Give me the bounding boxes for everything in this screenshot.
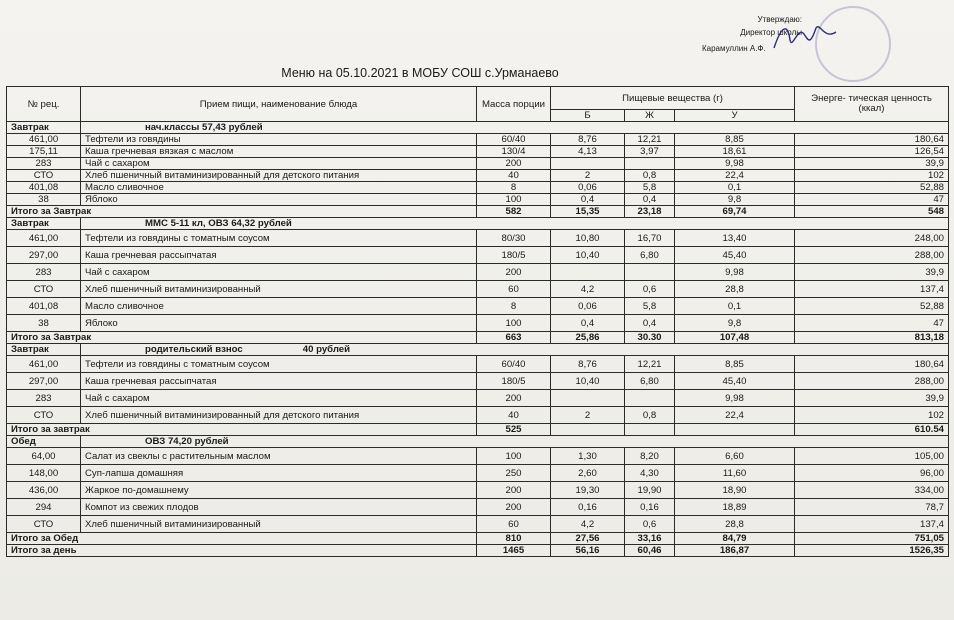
total-label: Итого за Завтрак <box>7 206 477 218</box>
approval-line-1: Утверждаю: <box>757 15 802 24</box>
fat: 12,21 <box>625 134 675 146</box>
protein: 2,60 <box>551 465 625 482</box>
energy: 96,00 <box>795 465 949 482</box>
signature <box>770 20 840 54</box>
header-b: Б <box>551 110 625 122</box>
header-zh: Ж <box>625 110 675 122</box>
fat: 0,6 <box>625 281 675 298</box>
protein: 4,2 <box>551 281 625 298</box>
total-fat: 23,18 <box>625 206 675 218</box>
rec-no: 283 <box>7 390 81 407</box>
rec-no: 461,00 <box>7 356 81 373</box>
protein <box>551 158 625 170</box>
menu-item-row <box>7 134 949 146</box>
portion-mass: 180/5 <box>477 373 551 390</box>
portion-mass: 8 <box>477 182 551 194</box>
portion-mass: 180/5 <box>477 247 551 264</box>
carbs: 0,1 <box>675 298 795 315</box>
menu-table <box>6 86 949 557</box>
protein: 4,2 <box>551 516 625 533</box>
protein: 0,16 <box>551 499 625 516</box>
dish-name: Салат из свеклы с растительным маслом <box>81 448 477 465</box>
energy: 52,88 <box>795 298 949 315</box>
day-total-protein: 56,16 <box>551 545 625 557</box>
rec-no: 148,00 <box>7 465 81 482</box>
rec-no: 175,11 <box>7 146 81 158</box>
total-carbs: 84,79 <box>675 533 795 545</box>
dish-name: Каша гречневая вязкая с маслом <box>81 146 477 158</box>
menu-item-row <box>7 170 949 182</box>
day-total-carbs: 186,87 <box>675 545 795 557</box>
day-total-energy: 1526,35 <box>795 545 949 557</box>
protein: 10,80 <box>551 230 625 247</box>
energy: 334,00 <box>795 482 949 499</box>
page-title: Меню на 05.10.2021 в МОБУ СОШ с.Урманаево <box>281 66 559 80</box>
fat <box>625 264 675 281</box>
rec-no: 401,08 <box>7 298 81 315</box>
carbs: 18,61 <box>675 146 795 158</box>
menu-item-row <box>7 373 949 390</box>
portion-mass: 60/40 <box>477 134 551 146</box>
carbs: 28,8 <box>675 281 795 298</box>
day-total-fat: 60,46 <box>625 545 675 557</box>
rec-no: 297,00 <box>7 247 81 264</box>
total-energy: 751,05 <box>795 533 949 545</box>
portion-mass: 100 <box>477 448 551 465</box>
header-nutrients: Пищевые вещества (г) <box>551 87 795 110</box>
carbs: 13,40 <box>675 230 795 247</box>
rec-no: 64,00 <box>7 448 81 465</box>
section-subtitle <box>81 344 949 356</box>
menu-item-row <box>7 516 949 533</box>
fat: 4,30 <box>625 465 675 482</box>
fat: 12,21 <box>625 356 675 373</box>
menu-item-row <box>7 390 949 407</box>
total-fat: 33,16 <box>625 533 675 545</box>
fat: 0,4 <box>625 194 675 206</box>
fat: 0,8 <box>625 407 675 424</box>
total-mass: 582 <box>477 206 551 218</box>
total-mass: 663 <box>477 332 551 344</box>
total-fat <box>625 424 675 436</box>
dish-name: Жаркое по-домашнему <box>81 482 477 499</box>
total-protein <box>551 424 625 436</box>
menu-item-row <box>7 247 949 264</box>
energy: 47 <box>795 315 949 332</box>
fat: 0,16 <box>625 499 675 516</box>
energy: 248,00 <box>795 230 949 247</box>
protein: 8,76 <box>551 134 625 146</box>
protein: 2 <box>551 170 625 182</box>
carbs: 8,85 <box>675 134 795 146</box>
carbs: 9,98 <box>675 264 795 281</box>
rec-no: СТО <box>7 170 81 182</box>
carbs: 9,8 <box>675 194 795 206</box>
total-label: Итого за завтрак <box>7 424 477 436</box>
dish-name: Чай с сахаром <box>81 158 477 170</box>
fat: 0,4 <box>625 315 675 332</box>
portion-mass: 200 <box>477 499 551 516</box>
rec-no: СТО <box>7 516 81 533</box>
energy: 102 <box>795 407 949 424</box>
fat <box>625 158 675 170</box>
header-u: У <box>675 110 795 122</box>
total-mass: 810 <box>477 533 551 545</box>
protein: 0,06 <box>551 298 625 315</box>
section-subtitle <box>81 436 949 448</box>
approval-line-2: Директор школы <box>740 28 802 37</box>
portion-mass: 100 <box>477 194 551 206</box>
total-row <box>7 206 949 218</box>
dish-name: Яблоко <box>81 194 477 206</box>
dish-name: Каша гречневая рассыпчатая <box>81 247 477 264</box>
fat: 0,6 <box>625 516 675 533</box>
total-carbs: 69,74 <box>675 206 795 218</box>
rec-no: 436,00 <box>7 482 81 499</box>
total-fat: 30.30 <box>625 332 675 344</box>
menu-item-row <box>7 146 949 158</box>
total-row <box>7 533 949 545</box>
fat: 8,20 <box>625 448 675 465</box>
protein <box>551 390 625 407</box>
portion-mass: 60 <box>477 516 551 533</box>
portion-mass: 40 <box>477 170 551 182</box>
rec-no: 283 <box>7 264 81 281</box>
section-subtitle <box>81 122 949 134</box>
protein: 0,4 <box>551 194 625 206</box>
energy: 39,9 <box>795 264 949 281</box>
rec-no: 461,00 <box>7 230 81 247</box>
section-meal: Завтрак <box>7 218 81 230</box>
dish-name: Чай с сахаром <box>81 390 477 407</box>
dish-name: Хлеб пшеничный витаминизированный <box>81 516 477 533</box>
dish-name: Тефтели из говядины с томатным соусом <box>81 230 477 247</box>
energy: 137,4 <box>795 281 949 298</box>
carbs: 9,98 <box>675 158 795 170</box>
menu-item-row <box>7 158 949 170</box>
carbs: 0,1 <box>675 182 795 194</box>
fat <box>625 390 675 407</box>
protein: 19,30 <box>551 482 625 499</box>
menu-item-row <box>7 407 949 424</box>
portion-mass: 80/30 <box>477 230 551 247</box>
menu-item-row <box>7 356 949 373</box>
portion-mass: 100 <box>477 315 551 332</box>
rec-no: СТО <box>7 407 81 424</box>
total-carbs <box>675 424 795 436</box>
header-rec-no: № рец. <box>7 87 81 122</box>
approval-line-3: Карамуллин А.Ф. <box>702 44 766 53</box>
fat: 16,70 <box>625 230 675 247</box>
menu-item-row <box>7 182 949 194</box>
portion-mass: 60/40 <box>477 356 551 373</box>
carbs: 8,85 <box>675 356 795 373</box>
total-label: Итого за Завтрак <box>7 332 477 344</box>
dish-name: Хлеб пшеничный витаминизированный для детского питания <box>81 170 477 182</box>
section-row <box>7 436 949 448</box>
total-protein: 15,35 <box>551 206 625 218</box>
portion-mass: 130/4 <box>477 146 551 158</box>
energy: 180,64 <box>795 134 949 146</box>
total-label: Итого за Обед <box>7 533 477 545</box>
section-price: 40 рублей <box>302 344 351 355</box>
protein: 0,06 <box>551 182 625 194</box>
dish-name: Суп-лапша домашняя <box>81 465 477 482</box>
rec-no: 283 <box>7 158 81 170</box>
total-row <box>7 424 949 436</box>
energy: 102 <box>795 170 949 182</box>
fat: 6,80 <box>625 247 675 264</box>
carbs: 6,60 <box>675 448 795 465</box>
menu-item-row <box>7 315 949 332</box>
protein: 10,40 <box>551 247 625 264</box>
portion-mass: 250 <box>477 465 551 482</box>
protein: 10,40 <box>551 373 625 390</box>
dish-name: Тефтели из говядины <box>81 134 477 146</box>
section-row <box>7 344 949 356</box>
menu-item-row <box>7 264 949 281</box>
fat: 5,8 <box>625 182 675 194</box>
rec-no: 294 <box>7 499 81 516</box>
energy: 288,00 <box>795 247 949 264</box>
dish-name: Тефтели из говядины с томатным соусом <box>81 356 477 373</box>
energy: 52,88 <box>795 182 949 194</box>
rec-no: 38 <box>7 194 81 206</box>
dish-name: Каша гречневая рассыпчатая <box>81 373 477 390</box>
total-protein: 27,56 <box>551 533 625 545</box>
carbs: 28,8 <box>675 516 795 533</box>
dish-name: Масло сливочное <box>81 182 477 194</box>
carbs: 9,8 <box>675 315 795 332</box>
portion-mass: 200 <box>477 158 551 170</box>
total-row <box>7 332 949 344</box>
energy: 137,4 <box>795 516 949 533</box>
energy: 126,54 <box>795 146 949 158</box>
protein: 2 <box>551 407 625 424</box>
protein: 0,4 <box>551 315 625 332</box>
protein: 1,30 <box>551 448 625 465</box>
portion-mass: 200 <box>477 390 551 407</box>
dish-name: Хлеб пшеничный витаминизированный для детского питания <box>81 407 477 424</box>
total-energy: 610.54 <box>795 424 949 436</box>
energy: 47 <box>795 194 949 206</box>
section-meal: Завтрак <box>7 122 81 134</box>
total-energy: 548 <box>795 206 949 218</box>
header-energy: Энерге- тическая ценность (ккал) <box>795 87 949 122</box>
rec-no: СТО <box>7 281 81 298</box>
energy: 39,9 <box>795 390 949 407</box>
header-row <box>7 87 949 110</box>
section-subtitle-text: нач.классы 57,43 рублей <box>145 122 263 133</box>
section-row <box>7 218 949 230</box>
protein: 4,13 <box>551 146 625 158</box>
dish-name: Масло сливочное <box>81 298 477 315</box>
menu-item-row <box>7 448 949 465</box>
energy: 288,00 <box>795 373 949 390</box>
day-total-mass: 1465 <box>477 545 551 557</box>
menu-item-row <box>7 230 949 247</box>
fat: 3,97 <box>625 146 675 158</box>
menu-item-row <box>7 298 949 315</box>
fat: 6,80 <box>625 373 675 390</box>
energy: 78,7 <box>795 499 949 516</box>
protein <box>551 264 625 281</box>
menu-item-row <box>7 499 949 516</box>
portion-mass: 200 <box>477 264 551 281</box>
rec-no: 297,00 <box>7 373 81 390</box>
total-carbs: 107,48 <box>675 332 795 344</box>
energy: 39,9 <box>795 158 949 170</box>
carbs: 9,98 <box>675 390 795 407</box>
rec-no: 401,08 <box>7 182 81 194</box>
header-dish: Прием пищи, наименование блюда <box>81 87 477 122</box>
protein: 8,76 <box>551 356 625 373</box>
total-energy: 813,18 <box>795 332 949 344</box>
carbs: 45,40 <box>675 373 795 390</box>
total-protein: 25,86 <box>551 332 625 344</box>
carbs: 45,40 <box>675 247 795 264</box>
fat: 0,8 <box>625 170 675 182</box>
section-subtitle-text: родительский взнос <box>145 344 243 355</box>
section-meal: Обед <box>7 436 81 448</box>
section-subtitle-text: ОВЗ 74,20 рублей <box>145 436 229 447</box>
portion-mass: 8 <box>477 298 551 315</box>
rec-no: 461,00 <box>7 134 81 146</box>
carbs: 18,90 <box>675 482 795 499</box>
rec-no: 38 <box>7 315 81 332</box>
dish-name: Хлеб пшеничный витаминизированный <box>81 281 477 298</box>
header-portion: Масса порции <box>477 87 551 122</box>
portion-mass: 40 <box>477 407 551 424</box>
carbs: 22,4 <box>675 407 795 424</box>
total-mass: 525 <box>477 424 551 436</box>
menu-item-row <box>7 194 949 206</box>
day-total-label: Итого за день <box>7 545 477 557</box>
portion-mass: 60 <box>477 281 551 298</box>
dish-name: Компот из свежих плодов <box>81 499 477 516</box>
section-row <box>7 122 949 134</box>
carbs: 22,4 <box>675 170 795 182</box>
energy: 180,64 <box>795 356 949 373</box>
dish-name: Чай с сахаром <box>81 264 477 281</box>
fat: 19,90 <box>625 482 675 499</box>
menu-item-row <box>7 482 949 499</box>
carbs: 18,89 <box>675 499 795 516</box>
section-subtitle-text: ММС 5-11 кл, ОВЗ 64,32 рублей <box>145 218 292 229</box>
dish-name: Яблоко <box>81 315 477 332</box>
menu-item-row <box>7 465 949 482</box>
day-total-row <box>7 545 949 557</box>
section-subtitle <box>81 218 949 230</box>
portion-mass: 200 <box>477 482 551 499</box>
menu-item-row <box>7 281 949 298</box>
energy: 105,00 <box>795 448 949 465</box>
carbs: 11,60 <box>675 465 795 482</box>
fat: 5,8 <box>625 298 675 315</box>
section-meal: Завтрак <box>7 344 81 356</box>
